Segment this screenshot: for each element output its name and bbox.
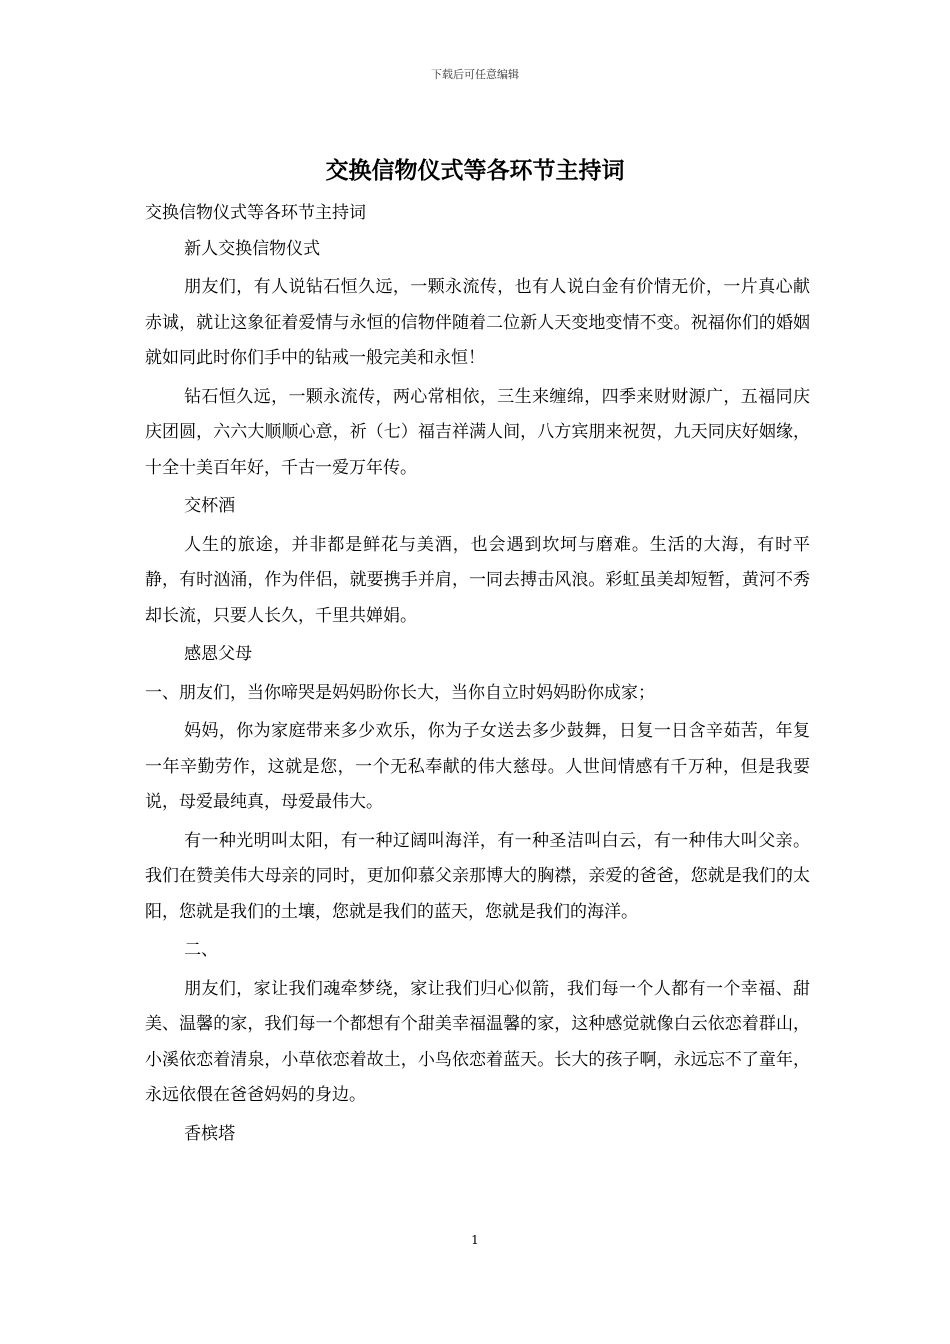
subtitle-paragraph: 交换信物仪式等各环节主持词: [145, 203, 366, 223]
body-paragraph: 妈妈，你为家庭带来多少欢乐，你为子女送去多少鼓舞，日复一日含辛茹苦，年复一年辛勤劳作，这就是您，一个无私奉献的伟大慈母。人世间情感有千万种，但是我要说，母爱最纯真，母爱最伟大。: [145, 721, 810, 812]
header-note: 下载后可任意编辑: [431, 68, 519, 81]
body-paragraph: 人生的旅途，并非都是鲜花与美酒，也会遇到坎坷与磨难。生活的大海，有时平静，有时汹涌，作为伴侣，就要携手并肩，一同去搏击风浪。彩虹虽美却短暂，黄河不秀却长流，只要人长久，千里共婵娟。: [145, 534, 810, 626]
page-number: 1: [471, 1233, 479, 1247]
document-title: 交换信物仪式等各环节主持词: [325, 157, 625, 184]
document-body: [145, 196, 810, 1152]
body-paragraph: 钻石恒久远，一颗永流传，两心常相依，三生来缠绵，四季来财财源广，五福同庆庆团圆，六六大顺顺心意，祈（七）福吉祥满人间，八方宾朋来祝贺，九天同庆好姻缘，十全十美百年好，千古一爱万年传。: [145, 386, 810, 478]
section-heading-champagne-tower: 香槟塔: [184, 1123, 236, 1144]
section-heading-thank-parents: 感恩父母: [184, 644, 253, 664]
section-heading-wedding-toast: 交杯酒: [184, 496, 236, 516]
section-heading-exchange-ceremony: 新人交换信物仪式: [184, 238, 321, 259]
body-paragraph: 有一种光明叫太阳，有一种辽阔叫海洋，有一种圣洁叫白云，有一种伟大叫父亲。我们在赞美伟大母亲的同时，更加仰慕父亲那博大的胸襟，亲爱的爸爸，您就是我们的太阳，您就是我们的土壤，您就是我们的蓝天，您就是我们的海洋。: [145, 830, 810, 922]
body-paragraph: 朋友们，有人说钻石恒久远，一颗永流传，也有人说白金有价情无价，一片真心献赤诚，就让这象征着爱情与永恒的信物伴随着二位新人天变地变情不变。祝福你们的婚姻就如同此时你们手中的钻戒一般完美和永恒！: [145, 277, 810, 368]
body-paragraph: 一、朋友们，当你啼哭是妈妈盼你长大，当你自立时妈妈盼你成家；: [145, 682, 655, 703]
body-paragraph: 朋友们，家让我们魂牵梦绕，家让我们归心似箭，我们每一个人都有一个幸福、甜美、温馨的家，我们每一个都想有个甜美幸福温馨的家，这种感觉就像白云依恋着群山，小溪依恋着清泉，小草依恋着故土，小鸟依恋着蓝天。长大的孩子啊，永远忘不了童年，永远依偎在爸爸妈妈的身边。: [145, 978, 810, 1105]
section-marker-two: 二、: [184, 940, 219, 960]
